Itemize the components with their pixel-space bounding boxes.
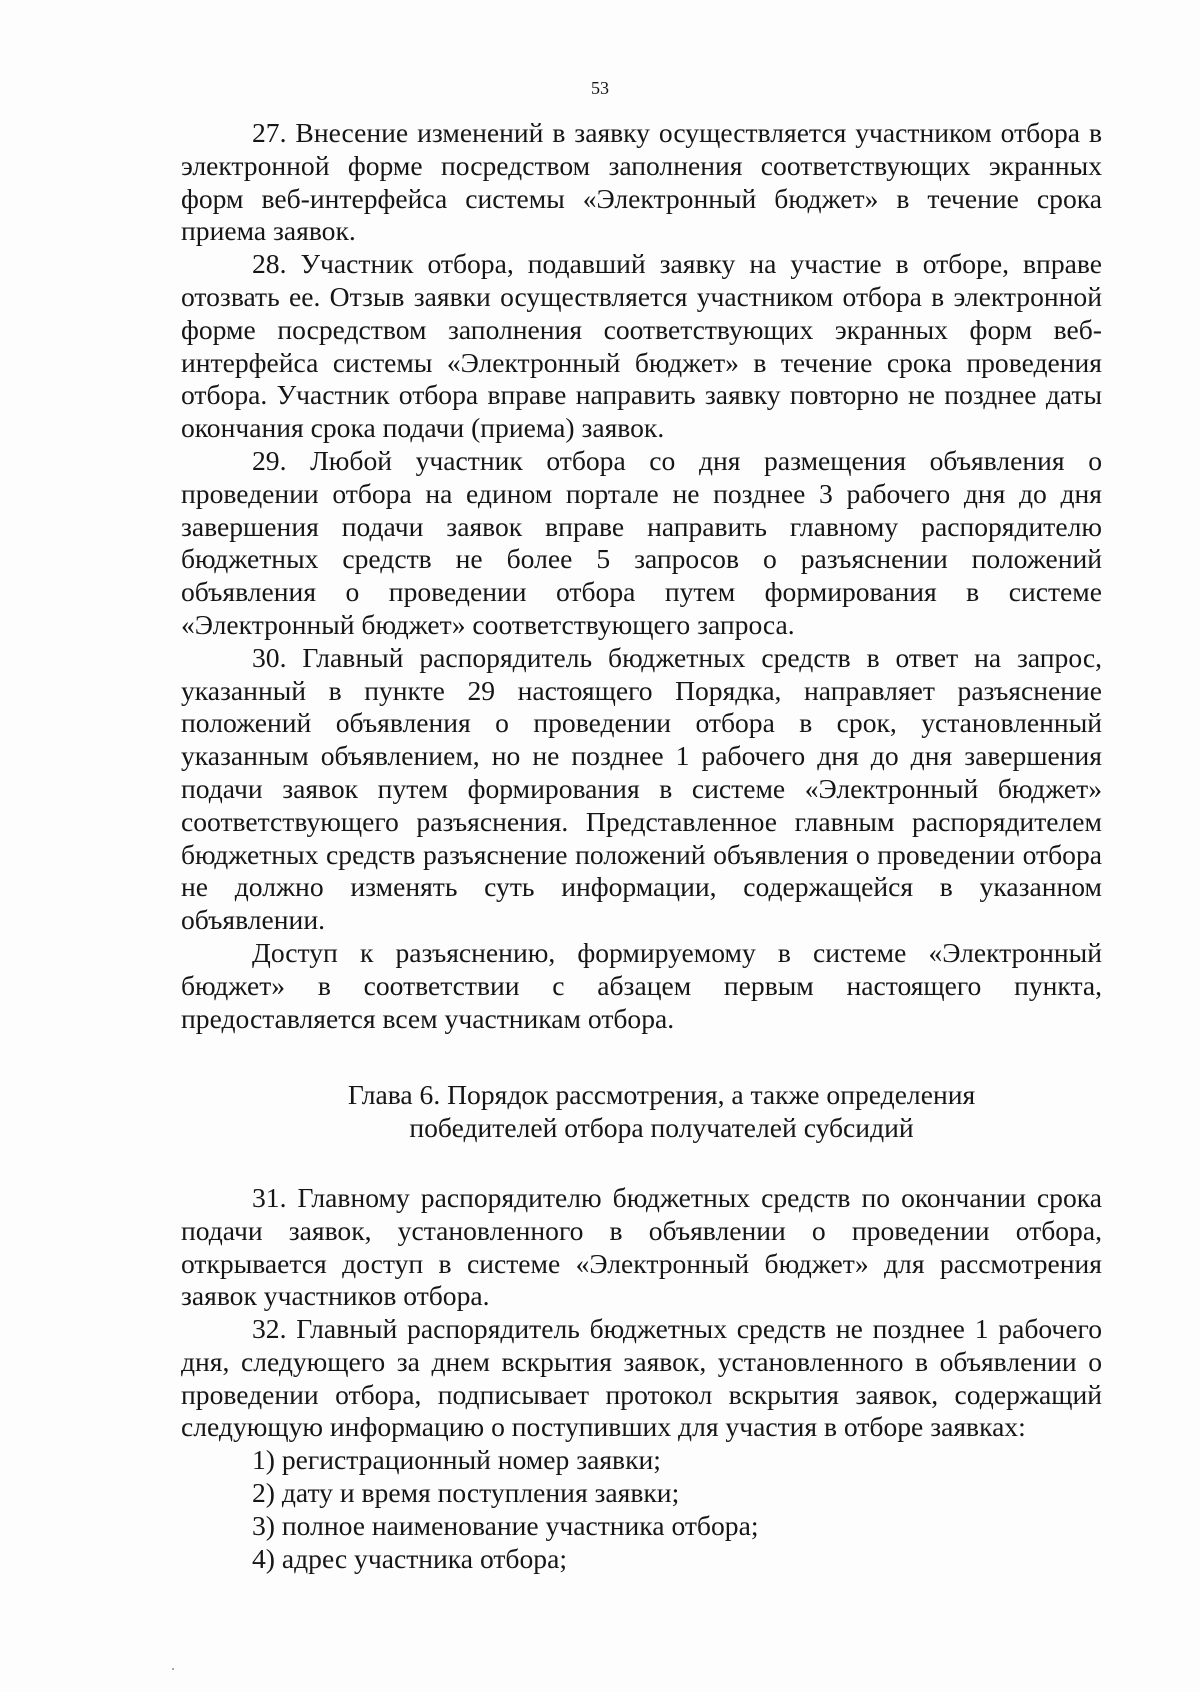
chapter-heading-line-2: победителей отбора получателей субсидий (409, 1112, 914, 1144)
paragraph-29: 29. Любой участник отбора со дня размещения объявления о проведении отбора на едином портале не позднее 3 рабочего дня до дня завершения подачи заявок вправе направить главному распорядителю бюджетных средств не более 5 запросов о разъяснении положений объявления о проведении отбора путем формирования в системе «Электронный бюджет» соответствующего запроса. (181, 444, 1102, 640)
list-item: 3) полное наименование участника отбора; (252, 1509, 759, 1541)
paragraph-31: 31. Главному распорядителю бюджетных средств по окончании срока подачи заявок, установленного в объявлении о проведении отбора, открывается доступ в системе «Электронный бюджет» для рассмотрения заявок участников отбора. (181, 1181, 1102, 1312)
scan-speck (172, 1668, 174, 1670)
chapter-heading-line-1: Глава 6. Порядок рассмотрения, а также определения (347, 1079, 976, 1111)
list-item: 2) дату и время поступления заявки; (252, 1477, 680, 1509)
list-item: 1) регистрационный номер заявки; (252, 1444, 661, 1476)
paragraph-27: 27. Внесение изменений в заявку осуществляется участником отбора в электронной форме посредством заполнения соответствующих экранных форм веб-интерфейса системы «Электронный бюджет» в течение срока приема заявок. (181, 117, 1102, 247)
list-item: 4) адрес участника отбора; (252, 1542, 567, 1574)
paragraph-28: 28. Участник отбора, подавший заявку на участие в отборе, вправе отозвать ее. Отзыв заявки осуществляется участником отбора в электронной форме посредством заполнения соответствующих экранных форм веб-интерфейса системы «Электронный бюджет» в течение срока проведения отбора. Участник отбора вправе направить заявку повторно не позднее даты окончания срока подачи (приема) заявок. (181, 248, 1102, 444)
document-body (181, 117, 1102, 1575)
page-number: 53 (591, 78, 609, 98)
paragraph-30-access: Доступ к разъяснению, формируемому в системе «Электронный бюджет» в соответствии с абзацем первым настоящего пункта, предоставляется всем участникам отбора. (181, 936, 1102, 1034)
paragraph-30: 30. Главный распорядитель бюджетных средств в ответ на запрос, указанный в пункте 29 настоящего Порядка, направляет разъяснение положений объявления о проведении отбора в срок, установленный указанным объявлением, но не позднее 1 рабочего дня до дня завершения подачи заявок путем формирования в системе «Электронный бюджет» соответствующего разъяснения. Представленное главным распорядителем бюджетных средств разъяснение положений объявления о проведении отбора не должно изменять суть информации, содержащейся в указанном объявлении. (181, 641, 1102, 936)
chapter-heading (181, 1079, 1102, 1145)
paragraph-32: 32. Главный распорядитель бюджетных средств не позднее 1 рабочего дня, следующего за днем вскрытия заявок, установленного в объявлении о проведении отбора, подписывает протокол вскрытия заявок, содержащий следующую информацию о поступивших для участия в отборе заявках: (181, 1313, 1102, 1443)
